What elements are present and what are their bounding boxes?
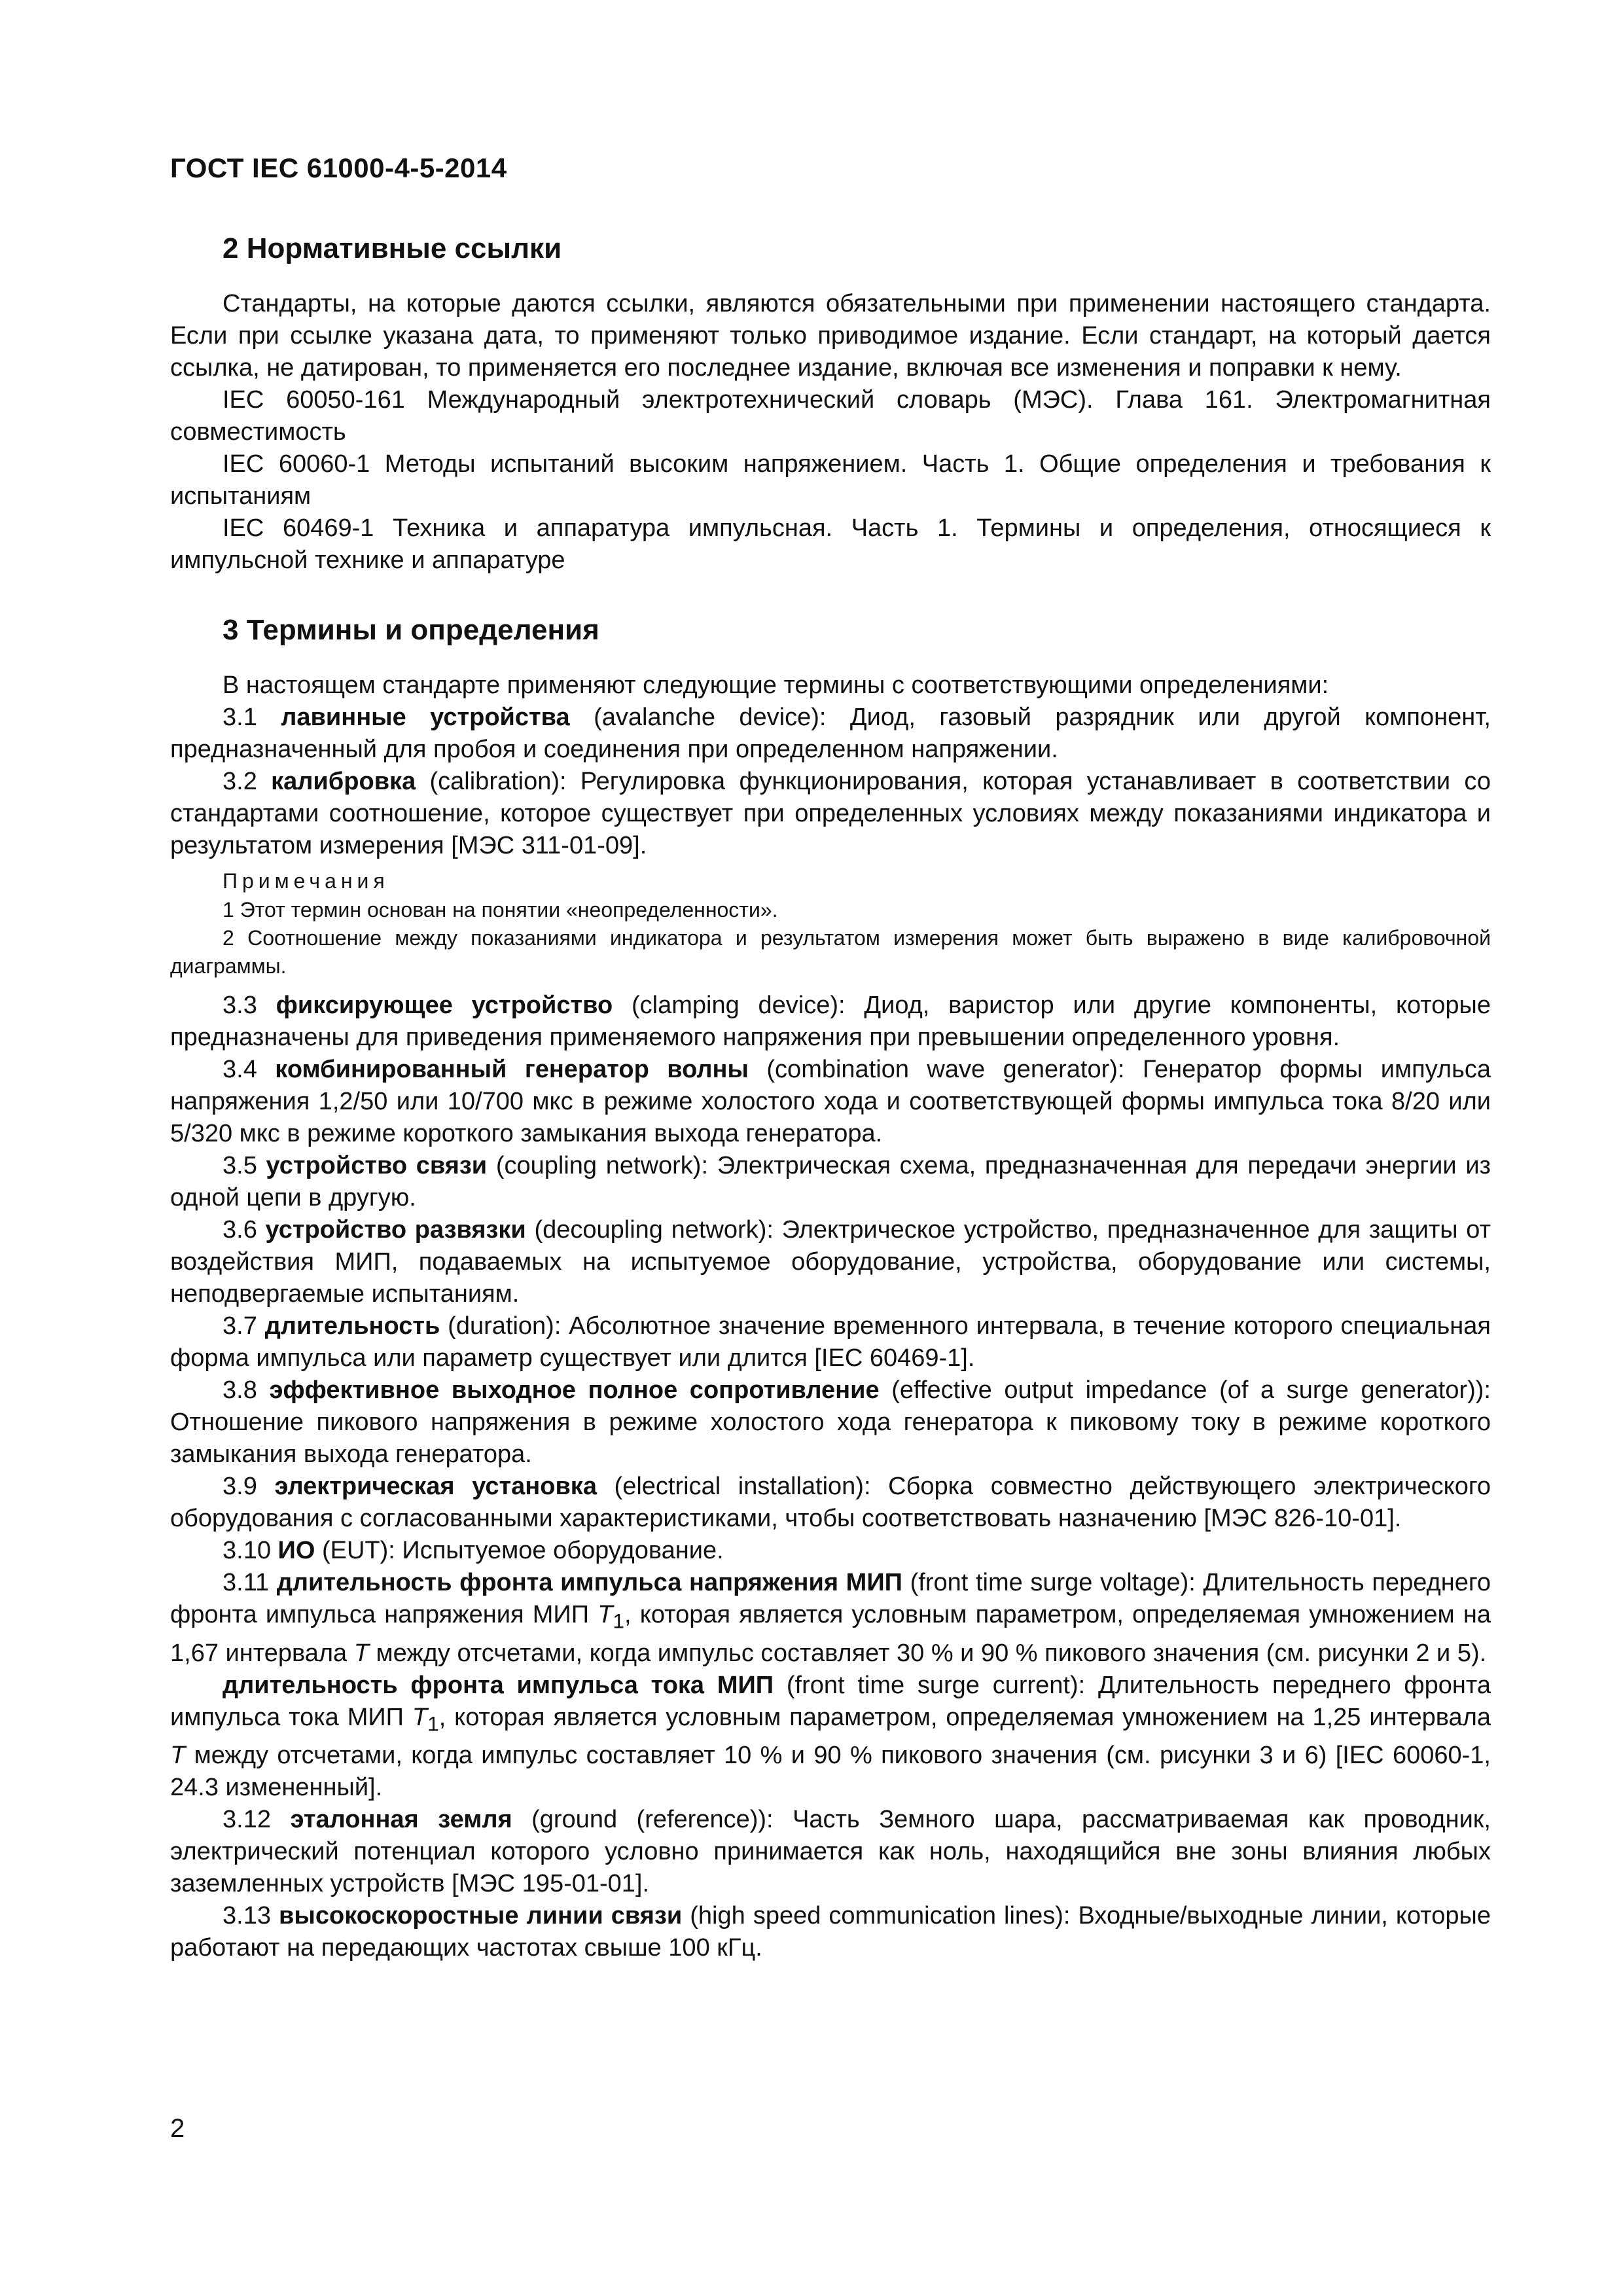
term-definition: (electrical installation): Сборка совместно действующего электрического оборудования с согласованными характеристиками, чтобы соответствовать назначению [МЭС 826-10-01]. xyxy=(170,1473,1491,1532)
term-3-8 xyxy=(170,1374,1491,1471)
term-name: длительность фронта импульса тока МИП xyxy=(223,1671,774,1699)
term-name: комбинированный генератор волны xyxy=(275,1056,749,1083)
document-body xyxy=(170,229,1491,1964)
symbol: T xyxy=(353,1639,369,1667)
reference-item: IEC 60050-161 Международный электротехнический словарь (МЭС). Глава 161. Электромагнитная совместимость xyxy=(170,386,1491,446)
term-number: 3.1 xyxy=(223,704,281,731)
section-2-heading: 2 Нормативные ссылки xyxy=(223,232,562,264)
term-name: высокоскоростные линии связи xyxy=(279,1902,683,1930)
term-number: 3.7 xyxy=(223,1312,265,1340)
term-3-9 xyxy=(170,1471,1491,1535)
term-number: 3.9 xyxy=(223,1473,275,1500)
term-definition: (duration): Абсолютное значение временного интервала, в течение которого специальная форма импульса или параметр существует или длится [IEC 60469-1]. xyxy=(170,1312,1491,1372)
symbol: T xyxy=(412,1703,428,1731)
document-page xyxy=(170,0,1491,2296)
document-code: ГОСТ IEC 61000-4-5-2014 xyxy=(170,152,507,183)
term-number: 3.3 xyxy=(223,992,276,1019)
section-3-heading: 3 Термины и определения xyxy=(223,614,599,646)
term-definition: (decoupling network): Электрическое устройство, предназначенное для защиты от воздействия МИП, подаваемых на испытуемое оборудование, устройства, оборудование или системы, неподвергаемые испытаниям. xyxy=(170,1216,1491,1308)
term-name: калибровка xyxy=(271,768,416,795)
term-3-3 xyxy=(170,990,1491,1054)
symbol-subscript: 1 xyxy=(427,1712,439,1736)
term-3-7 xyxy=(170,1310,1491,1374)
term-3-5 xyxy=(170,1150,1491,1214)
term-name: лавинные устройства xyxy=(281,704,570,731)
term-name: длительность фронта импульса напряжения МИП xyxy=(276,1569,902,1596)
term-definition: (front time surge voltage): Длительность переднего фронта импульса напряжения МИП xyxy=(170,1569,1491,1628)
term-name: эффективное выходное полное сопротивление xyxy=(269,1376,880,1404)
term-name: устройство связи xyxy=(266,1152,488,1179)
term-3-2 xyxy=(170,766,1491,862)
term-number: 3.10 xyxy=(223,1537,278,1564)
term-name: эталонная земля xyxy=(290,1806,512,1834)
note-1: 1 Этот термин основан на понятии «неопределенности». xyxy=(223,898,778,922)
term-name: ИО xyxy=(277,1537,315,1564)
reference-item: IEC 60469-1 Техника и аппаратура импульсная. Часть 1. Термины и определения, относящиеся к импульсной технике и аппаратуре xyxy=(170,514,1491,574)
term-definition: (avalanche device): Диод, газовый разрядник или другой компонент, предназначенный для пробоя и соединения при определенном напряжении. xyxy=(170,704,1491,763)
term-number: 3.2 xyxy=(223,768,272,795)
term-name: фиксирующее устройство xyxy=(276,992,613,1019)
symbol-subscript: 1 xyxy=(613,1609,625,1633)
term-definition: между отсчетами, когда импульс составляет 30 % и 90 % пикового значения (см. рисунки 2 и 5). xyxy=(368,1639,1487,1667)
term-3-11 xyxy=(170,1567,1491,1670)
section-2-intro: Стандарты, на которые даются ссылки, являются обязательными при применении настоящего стандарта. Если при ссылке указана дата, то применяют только приводимое издание. Если стандарт, на который дается ссылка, не датирован, то применяется его последнее издание, включая все изменения и поправки к нему. xyxy=(170,290,1491,382)
term-name: длительность xyxy=(264,1312,440,1340)
term-3-11-current xyxy=(170,1670,1491,1804)
term-3-1 xyxy=(170,702,1491,766)
term-number: 3.13 xyxy=(223,1902,279,1930)
term-3-12 xyxy=(170,1804,1491,1900)
term-definition: (ground (reference)): Часть Земного шара, рассматриваемая как проводник, электрический потенциал которого условно принимается как ноль, находящийся вне зоны влияния любых заземленных устройств [МЭС 195-01-01]. xyxy=(170,1806,1491,1898)
term-number: 3.8 xyxy=(223,1376,270,1404)
term-definition: , которая является условным параметром, определяемая умножением на 1,25 интервала xyxy=(438,1703,1491,1731)
term-definition: (EUT): Испытуемое оборудование. xyxy=(315,1537,724,1564)
term-3-10 xyxy=(170,1535,1491,1567)
term-definition: (coupling network): Электрическая схема, предназначенная для передачи энергии из одной цепи в другую. xyxy=(170,1152,1491,1211)
term-name: электрическая установка xyxy=(274,1473,597,1500)
term-3-4 xyxy=(170,1054,1491,1150)
term-3-13 xyxy=(170,1900,1491,1964)
term-name: устройство развязки xyxy=(265,1216,526,1244)
term-definition: (combination wave generator): Генератор формы импульса напряжения 1,2/50 или 10/700 мкс в режиме холостого хода и соответствующей формы импульса тока 8/20 или 5/320 мкс в режиме короткого замыкания выхода генератора. xyxy=(170,1056,1491,1147)
term-number: 3.4 xyxy=(223,1056,276,1083)
term-definition: (high speed communication lines): Входные/выходные линии, которые работают на передающих частотах свыше 100 кГц. xyxy=(170,1902,1491,1962)
term-definition: (front time surge current): Длительность переднего фронта импульса тока МИП xyxy=(170,1671,1491,1731)
reference-item: IEC 60060-1 Методы испытаний высоким напряжением. Часть 1. Общие определения и требования к испытаниям xyxy=(170,450,1491,510)
term-number: 3.6 xyxy=(223,1216,266,1244)
term-definition: между отсчетами, когда импульс составляет 10 % и 90 % пикового значения (см. рисунки 3 и 6) [IEC 60060-1, 24.3 измененный]. xyxy=(170,1742,1491,1802)
note-2: 2 Соотношение между показаниями индикатора и результатом измерения может быть выражено в виде калибровочной диаграммы. xyxy=(170,926,1491,978)
page-number: 2 xyxy=(170,2114,185,2143)
section-3-intro: В настоящем стандарте применяют следующие термины с соответствующими определениями: xyxy=(223,672,1329,699)
notes-heading: Примечания xyxy=(223,869,389,893)
term-definition: (effective output impedance (of a surge generator)): Отношение пикового напряжения в режиме холостого хода генератора к пиковому току в режиме короткого замыкания выхода генератора. xyxy=(170,1376,1491,1468)
term-definition: (calibration): Регулировка функционирования, которая устанавливает в соответствии со стандартами соотношение, которое существует при определенных условиях между показаниями индикатора и результатом измерения [МЭС 311-01-09]. xyxy=(170,768,1491,859)
symbol: T xyxy=(170,1742,186,1770)
symbol: T xyxy=(597,1601,613,1628)
term-definition: , которая является условным параметром, определяемая умножением на 1,67 интервала xyxy=(170,1601,1491,1667)
term-number: 3.5 xyxy=(223,1152,266,1179)
term-definition: (clamping device): Диод, варистор или другие компоненты, которые предназначены для приведения применяемого напряжения при превышении определенного уровня. xyxy=(170,992,1491,1051)
term-number: 3.12 xyxy=(223,1806,291,1834)
term-number: 3.11 xyxy=(223,1569,277,1596)
term-3-6 xyxy=(170,1214,1491,1310)
